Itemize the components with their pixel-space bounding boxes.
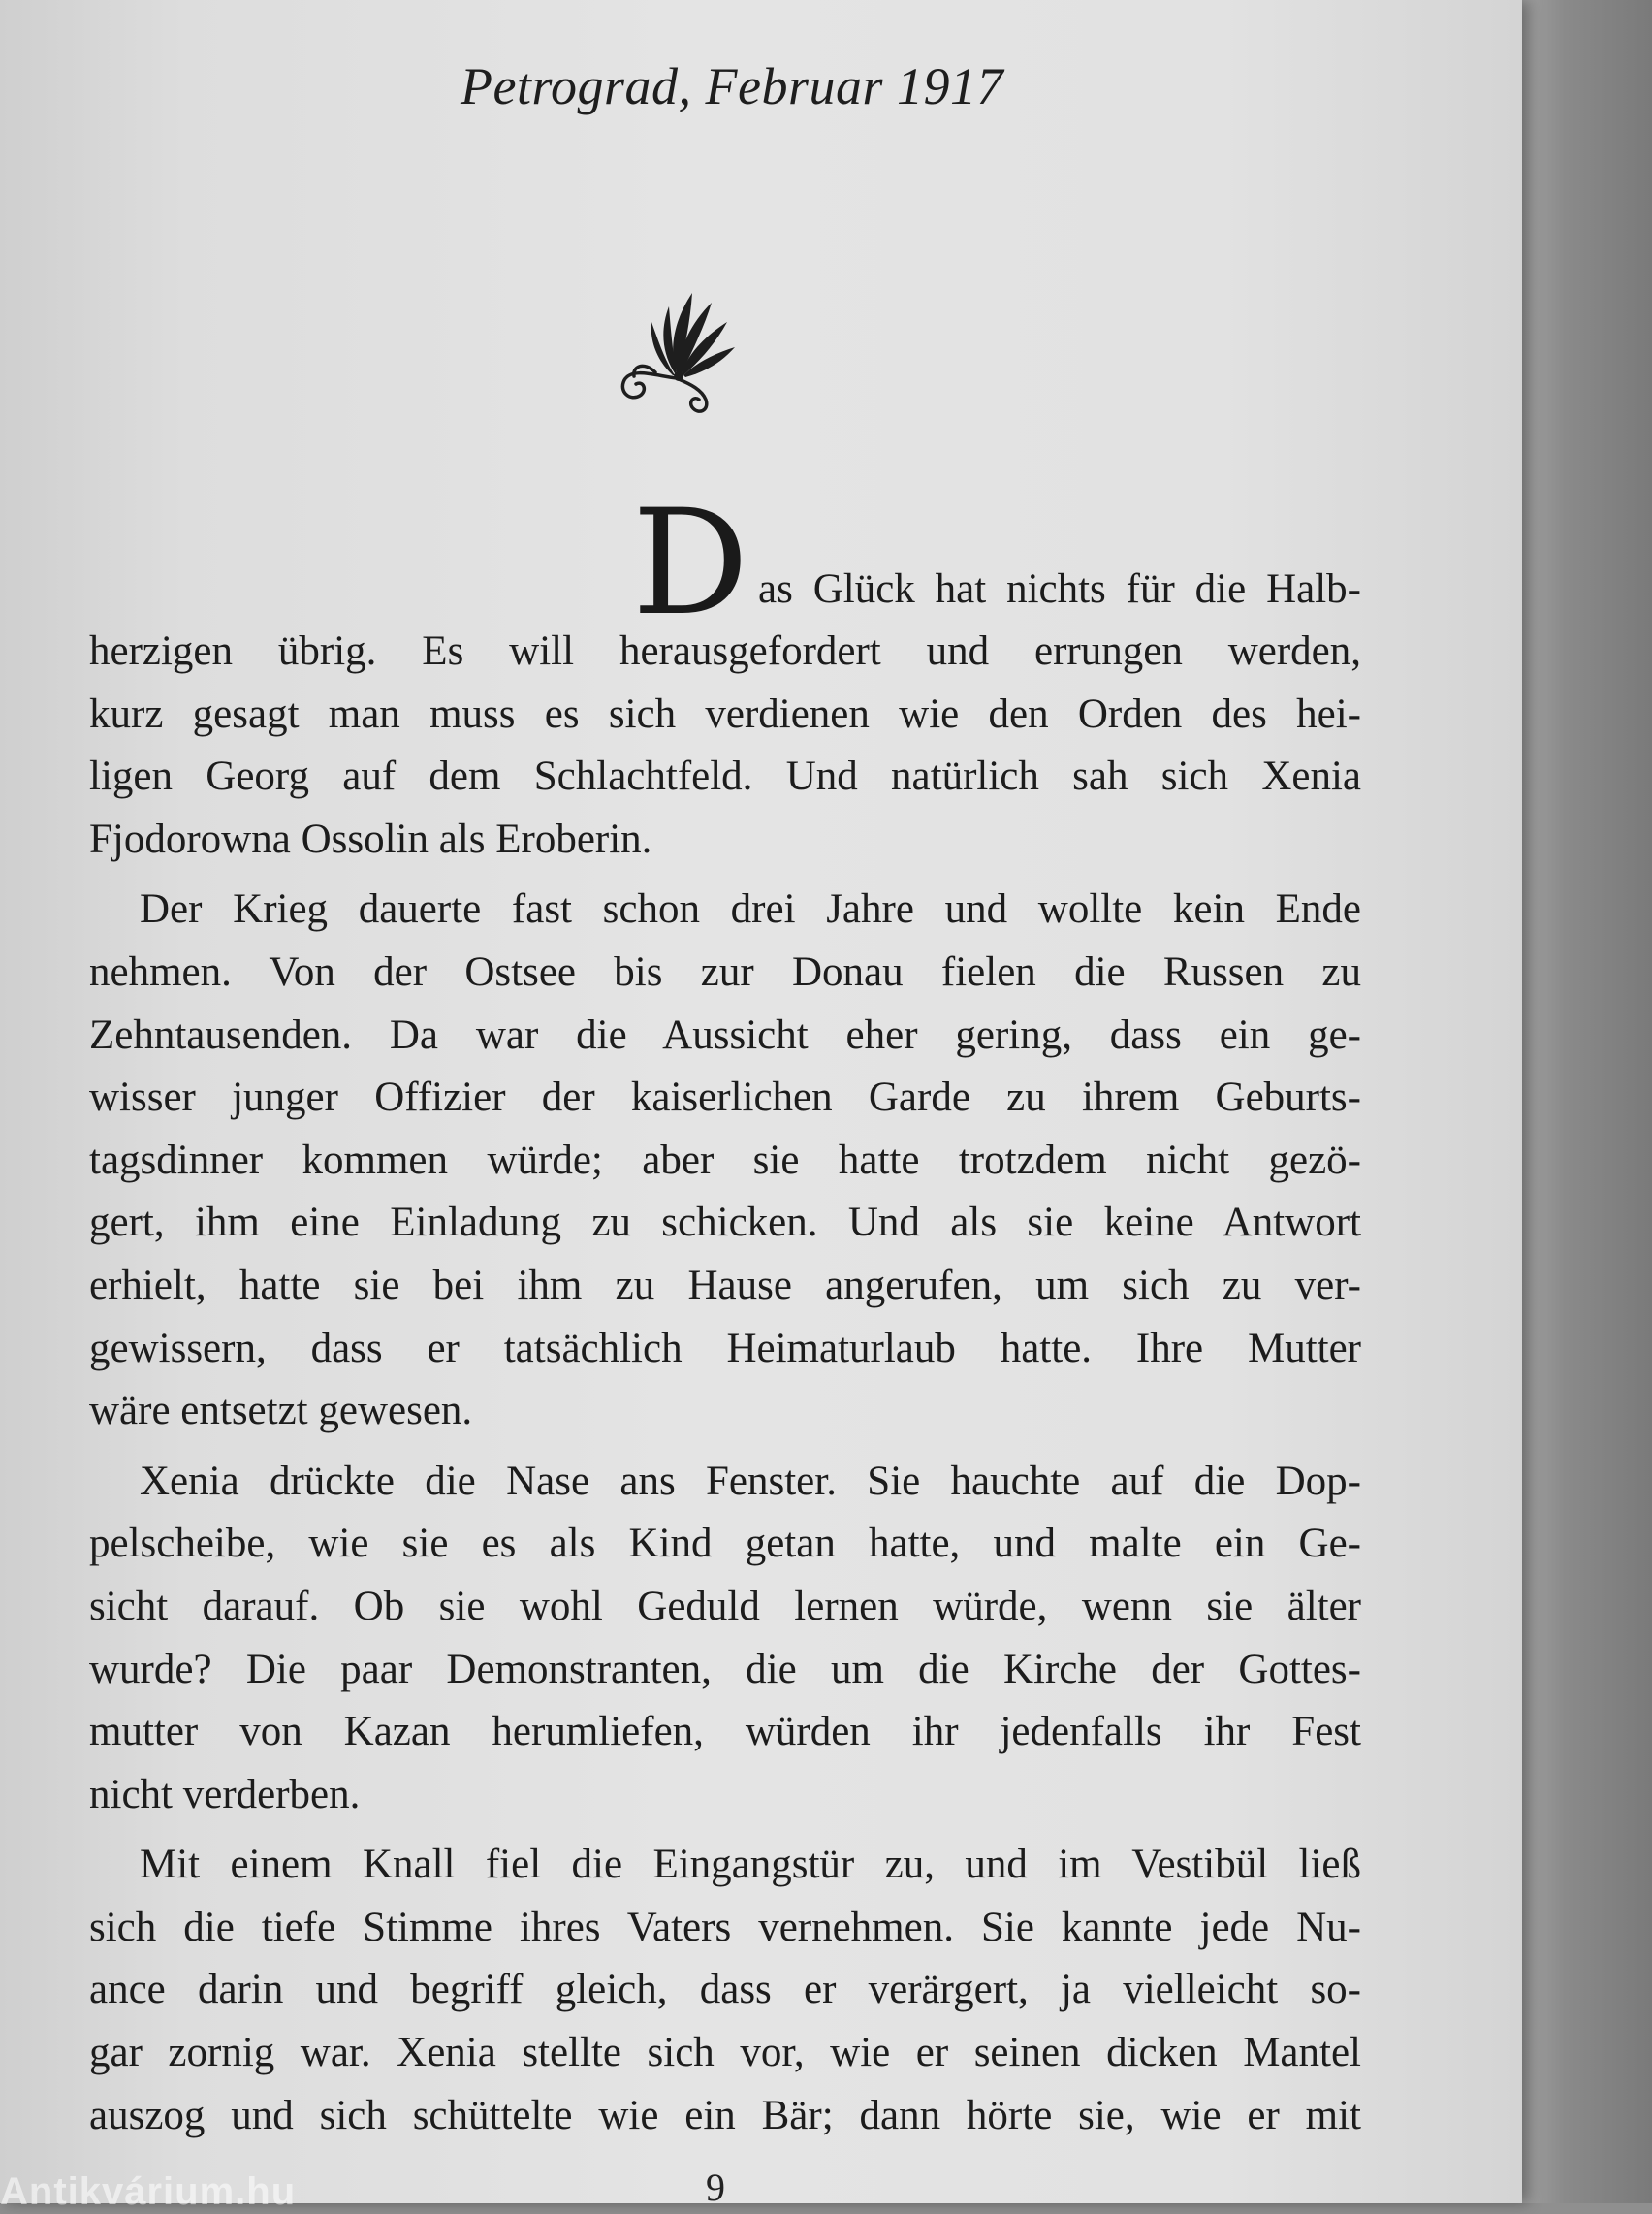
text-line: kurz gesagt man muss es sich verdienen wie den Orden des hei-: [89, 690, 1361, 737]
palmette-ornament-icon: [609, 283, 745, 419]
text-line: gar zornig war. Xenia stellte sich vor, wie er seinen dicken Mantel: [89, 2030, 1361, 2076]
page-edge-background: [1508, 0, 1652, 2203]
text-line: nehmen. Von der Ostsee bis zur Donau fielen die Russen zu: [89, 948, 1361, 995]
text-line: ligen Georg auf dem Schlachtfeld. Und natürlich sah sich Xenia: [89, 754, 1361, 800]
body-text: [89, 479, 1361, 2147]
chapter-heading: Petrograd, Februar 1917: [461, 57, 1003, 115]
text-line: pelscheibe, wie sie es als Kind getan hatte, und malte ein Ge-: [89, 1521, 1361, 1567]
text-line: tagsdinner kommen würde; aber sie hatte trotzdem nicht gezö-: [89, 1137, 1361, 1183]
text-line: Xenia drückte die Nase ans Fenster. Sie hauchte auf die Dop-: [140, 1458, 1361, 1504]
text-line: sicht darauf. Ob sie wohl Geduld lernen würde, wenn sie älter: [89, 1583, 1361, 1629]
text-line: herzigen übrig. Es will herausgefordert und errungen werden,: [89, 628, 1361, 674]
text-line: wurde? Die paar Demonstranten, die um die Kirche der Gottes-: [89, 1646, 1361, 1692]
first-line: [89, 479, 1361, 648]
drop-cap: D: [632, 479, 749, 648]
text-line: Mit einem Knall fiel die Eingangstür zu, und im Vestibül ließ: [140, 1842, 1361, 1888]
text-line: ance darin und begriff gleich, dass er verärgert, ja vielleicht so-: [89, 1967, 1361, 2013]
text-line: Der Krieg dauerte fast schon drei Jahre und wollte kein Ende: [140, 886, 1361, 933]
text-line: sich die tiefe Stimme ihres Vaters vernehmen. Sie kannte jede Nu-: [89, 1904, 1361, 1950]
text-line: nicht verderben.: [89, 1771, 361, 1817]
text-line: gewissern, dass er tatsächlich Heimaturlaub hatte. Ihre Mutter: [89, 1325, 1361, 1371]
first-line-text: as Glück hat nichts für die Halb-: [758, 566, 1361, 612]
page-number: 9: [706, 2166, 725, 2209]
text-line: Fjodorowna Ossolin als Eroberin.: [89, 816, 652, 862]
text-line: Zehntausenden. Da war die Aussicht eher gering, dass ein ge-: [89, 1011, 1361, 1058]
text-line: wisser junger Offizier der kaiserlichen Garde zu ihrem Geburts-: [89, 1075, 1361, 1121]
text-line: auszog und sich schüttelte wie ein Bär; dann hörte sie, wie er mit: [89, 2092, 1361, 2138]
watermark: Antikvárium.hu: [0, 2170, 297, 2213]
text-line: wäre entsetzt gewesen.: [89, 1388, 473, 1434]
text-line: mutter von Kazan herumliefen, würden ihr jedenfalls ihr Fest: [89, 1709, 1361, 1755]
text-line: erhielt, hatte sie bei ihm zu Hause angerufen, um sich zu ver-: [89, 1262, 1361, 1308]
text-line: gert, ihm eine Einladung zu schicken. Und als sie keine Antwort: [89, 1200, 1361, 1246]
